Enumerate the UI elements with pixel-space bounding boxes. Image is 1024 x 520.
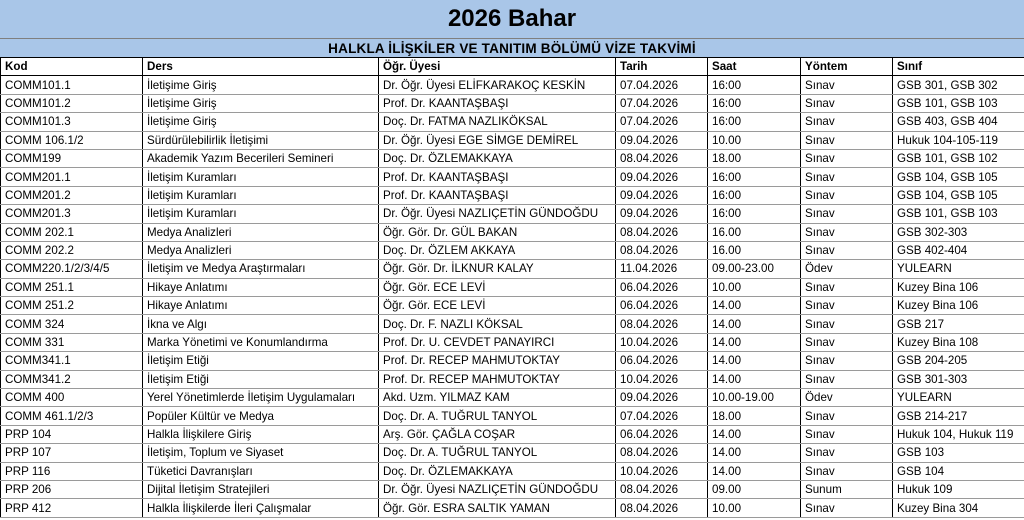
cell-code[interactable]: COMM 251.2	[1, 297, 143, 315]
cell-time[interactable]: 14.00	[708, 297, 801, 315]
cell-date[interactable]: 06.04.2026	[616, 352, 708, 370]
table-row	[1, 425, 1024, 443]
cell-instructor[interactable]: Akd. Uzm. YILMAZ KAM	[379, 389, 616, 407]
cell-method[interactable]: Sınav	[801, 149, 893, 167]
cell-instructor[interactable]: Prof. Dr. U. CEVDET PANAYIRCI	[379, 333, 616, 351]
cell-method[interactable]: Sınav	[801, 223, 893, 241]
table-row	[1, 205, 1024, 223]
cell-time[interactable]: 18.00	[708, 407, 801, 425]
cell-instructor[interactable]: Doç. Dr. ÖZLEMAKKAYA	[379, 149, 616, 167]
cell-course[interactable]: Medya Analizleri	[143, 223, 379, 241]
table-row	[1, 113, 1024, 131]
cell-time[interactable]: 09.00-23.00	[708, 260, 801, 278]
cell-course[interactable]: Halkla İlişkilerde İleri Çalışmalar	[143, 499, 379, 517]
table-row	[1, 278, 1024, 296]
cell-course[interactable]: Akademik Yazım Becerileri Semineri	[143, 149, 379, 167]
cell-instructor[interactable]: Doç. Dr. F. NAZLI KÖKSAL	[379, 315, 616, 333]
cell-method[interactable]: Sınav	[801, 278, 893, 296]
cell-date[interactable]: 09.04.2026	[616, 186, 708, 204]
cell-room[interactable]: GSB 301, GSB 302	[893, 76, 1024, 94]
cell-method[interactable]: Ödev	[801, 389, 893, 407]
cell-room[interactable]: GSB 402-404	[893, 241, 1024, 259]
cell-course[interactable]: Medya Analizleri	[143, 241, 379, 259]
cell-time[interactable]: 16:00	[708, 113, 801, 131]
table-row	[1, 462, 1024, 480]
cell-method[interactable]: Sunum	[801, 480, 893, 498]
cell-time[interactable]: 14.00	[708, 352, 801, 370]
cell-course[interactable]: İletişim Kuramları	[143, 205, 379, 223]
cell-time[interactable]: 14.00	[708, 425, 801, 443]
cell-time[interactable]: 09.00	[708, 480, 801, 498]
table-row	[1, 94, 1024, 112]
cell-date[interactable]: 08.04.2026	[616, 499, 708, 517]
page-title: 2026 Bahar	[0, 0, 1024, 39]
cell-date[interactable]: 08.04.2026	[616, 241, 708, 259]
cell-time[interactable]: 16:00	[708, 94, 801, 112]
cell-code[interactable]: COMM201.1	[1, 168, 143, 186]
cell-time[interactable]: 18.00	[708, 149, 801, 167]
table-row	[1, 315, 1024, 333]
cell-time[interactable]: 16.00	[708, 241, 801, 259]
cell-method[interactable]: Sınav	[801, 315, 893, 333]
cell-code[interactable]: COMM101.1	[1, 76, 143, 94]
table-row	[1, 352, 1024, 370]
table-row	[1, 168, 1024, 186]
cell-date[interactable]: 09.04.2026	[616, 389, 708, 407]
cell-time[interactable]: 14.00	[708, 462, 801, 480]
cell-instructor[interactable]: Prof. Dr. KAANTAŞBAŞI	[379, 94, 616, 112]
cell-method[interactable]: Sınav	[801, 444, 893, 462]
cell-room[interactable]: GSB 104	[893, 462, 1024, 480]
cell-room[interactable]: GSB 214-217	[893, 407, 1024, 425]
table-row	[1, 389, 1024, 407]
cell-instructor[interactable]: Doç. Dr. ÖZLEM AKKAYA	[379, 241, 616, 259]
cell-time[interactable]: 16:00	[708, 168, 801, 186]
cell-code[interactable]: COMM341.2	[1, 370, 143, 388]
table-row	[1, 241, 1024, 259]
cell-date[interactable]: 11.04.2026	[616, 260, 708, 278]
cell-code[interactable]: COMM 331	[1, 333, 143, 351]
cell-instructor[interactable]: Öğr. Gör. ECE LEVİ	[379, 278, 616, 296]
cell-code[interactable]: PRP 116	[1, 462, 143, 480]
cell-time[interactable]: 10.00	[708, 131, 801, 149]
cell-room[interactable]: GSB 204-205	[893, 352, 1024, 370]
cell-code[interactable]: COMM 324	[1, 315, 143, 333]
cell-code[interactable]: COMM341.1	[1, 352, 143, 370]
cell-course[interactable]: Hikaye Anlatımı	[143, 297, 379, 315]
cell-time[interactable]: 16:00	[708, 186, 801, 204]
cell-method[interactable]: Sınav	[801, 407, 893, 425]
table-row	[1, 370, 1024, 388]
cell-date[interactable]: 08.04.2026	[616, 480, 708, 498]
cell-method[interactable]: Sınav	[801, 462, 893, 480]
cell-instructor[interactable]: Arş. Gör. ÇAĞLA COŞAR	[379, 425, 616, 443]
table-row	[1, 149, 1024, 167]
cell-method[interactable]: Sınav	[801, 94, 893, 112]
cell-method[interactable]: Sınav	[801, 131, 893, 149]
cell-instructor[interactable]: Dr. Öğr. Üyesi ELİFKARAKOÇ KESKİN	[379, 76, 616, 94]
cell-time[interactable]: 14.00	[708, 370, 801, 388]
cell-course[interactable]: İletişim Kuramları	[143, 186, 379, 204]
cell-course[interactable]: İletişim Kuramları	[143, 168, 379, 186]
table-subtitle: HALKLA İLİŞKİLER VE TANITIM BÖLÜMÜ VİZE TAKVİMİ	[0, 39, 1024, 58]
cell-method[interactable]: Sınav	[801, 499, 893, 517]
cell-course[interactable]: İletişim Etiği	[143, 352, 379, 370]
cell-method[interactable]: Sınav	[801, 370, 893, 388]
cell-code[interactable]: COMM201.2	[1, 186, 143, 204]
cell-date[interactable]: 07.04.2026	[616, 407, 708, 425]
cell-method[interactable]: Sınav	[801, 241, 893, 259]
cell-date[interactable]: 10.04.2026	[616, 370, 708, 388]
cell-time[interactable]: 10.00	[708, 278, 801, 296]
cell-date[interactable]: 07.04.2026	[616, 94, 708, 112]
cell-room[interactable]: GSB 101, GSB 102	[893, 149, 1024, 167]
column-header-yontem: Yöntem	[801, 58, 893, 76]
cell-time[interactable]: 10.00	[708, 499, 801, 517]
cell-date[interactable]: 07.04.2026	[616, 76, 708, 94]
cell-course[interactable]: İletişime Giriş	[143, 94, 379, 112]
cell-method[interactable]: Sınav	[801, 186, 893, 204]
cell-room[interactable]: Kuzey Bina 304	[893, 499, 1024, 517]
cell-code[interactable]: COMM 202.1	[1, 223, 143, 241]
cell-course[interactable]: İletişime Giriş	[143, 113, 379, 131]
cell-method[interactable]: Ödev	[801, 260, 893, 278]
table-row	[1, 260, 1024, 278]
cell-method[interactable]: Sınav	[801, 352, 893, 370]
cell-code[interactable]: PRP 206	[1, 480, 143, 498]
cell-code[interactable]: COMM220.1/2/3/4/5	[1, 260, 143, 278]
cell-course[interactable]: İletişim Etiği	[143, 370, 379, 388]
cell-room[interactable]: YULEARN	[893, 260, 1024, 278]
table-row	[1, 480, 1024, 498]
cell-date[interactable]: 09.04.2026	[616, 205, 708, 223]
cell-date[interactable]: 10.04.2026	[616, 462, 708, 480]
cell-room[interactable]: GSB 101, GSB 103	[893, 205, 1024, 223]
cell-room[interactable]: YULEARN	[893, 389, 1024, 407]
cell-time[interactable]: 14.00	[708, 444, 801, 462]
cell-course[interactable]: Marka Yönetimi ve Konumlandırma	[143, 333, 379, 351]
cell-room[interactable]: GSB 103	[893, 444, 1024, 462]
cell-date[interactable]: 09.04.2026	[616, 168, 708, 186]
exam-schedule-table	[0, 58, 1024, 518]
cell-date[interactable]: 08.04.2026	[616, 149, 708, 167]
cell-date[interactable]: 08.04.2026	[616, 223, 708, 241]
cell-method[interactable]: Sınav	[801, 425, 893, 443]
cell-time[interactable]: 16:00	[708, 205, 801, 223]
cell-course[interactable]: Sürdürülebilirlik İletişimi	[143, 131, 379, 149]
cell-room[interactable]: Hukuk 104-105-119	[893, 131, 1024, 149]
header-row	[1, 58, 1024, 76]
cell-code[interactable]: COMM 251.1	[1, 278, 143, 296]
cell-room[interactable]: GSB 101, GSB 103	[893, 94, 1024, 112]
cell-instructor[interactable]: Doç. Dr. ÖZLEMAKKAYA	[379, 462, 616, 480]
cell-instructor[interactable]: Öğr. Gör. Dr. İLKNUR KALAY	[379, 260, 616, 278]
cell-date[interactable]: 06.04.2026	[616, 278, 708, 296]
cell-date[interactable]: 08.04.2026	[616, 444, 708, 462]
column-header-saat: Saat	[708, 58, 801, 76]
cell-instructor[interactable]: Öğr. Gör. ECE LEVİ	[379, 297, 616, 315]
cell-instructor[interactable]: Doç. Dr. A. TUĞRUL TANYOL	[379, 407, 616, 425]
table-row	[1, 186, 1024, 204]
cell-date[interactable]: 06.04.2026	[616, 425, 708, 443]
cell-instructor[interactable]: Öğr. Gör. Dr. GÜL BAKAN	[379, 223, 616, 241]
cell-time[interactable]: 14.00	[708, 315, 801, 333]
cell-date[interactable]: 06.04.2026	[616, 297, 708, 315]
cell-course[interactable]: Tüketici Davranışları	[143, 462, 379, 480]
column-header-kod: Kod	[1, 58, 143, 76]
cell-course[interactable]: İletişime Giriş	[143, 76, 379, 94]
cell-course[interactable]: Popüler Kültür ve Medya	[143, 407, 379, 425]
cell-code[interactable]: PRP 104	[1, 425, 143, 443]
cell-room[interactable]: GSB 403, GSB 404	[893, 113, 1024, 131]
cell-course[interactable]: Dijital İletişim Stratejileri	[143, 480, 379, 498]
table-row	[1, 407, 1024, 425]
cell-method[interactable]: Sınav	[801, 205, 893, 223]
table-row	[1, 131, 1024, 149]
table-row	[1, 297, 1024, 315]
cell-code[interactable]: COMM201.3	[1, 205, 143, 223]
cell-instructor[interactable]: Öğr. Gör. ESRA SALTIK YAMAN	[379, 499, 616, 517]
cell-instructor[interactable]: Prof. Dr. KAANTAŞBAŞI	[379, 168, 616, 186]
cell-method[interactable]: Sınav	[801, 76, 893, 94]
cell-instructor[interactable]: Dr. Öğr. Üyesi EGE SİMGE DEMİREL	[379, 131, 616, 149]
cell-instructor[interactable]: Doç. Dr. FATMA NAZLIKÖKSAL	[379, 113, 616, 131]
cell-method[interactable]: Sınav	[801, 297, 893, 315]
cell-code[interactable]: COMM 106.1/2	[1, 131, 143, 149]
table-row	[1, 333, 1024, 351]
table-row	[1, 499, 1024, 517]
cell-code[interactable]: COMM199	[1, 149, 143, 167]
table-row	[1, 76, 1024, 94]
cell-time[interactable]: 14.00	[708, 333, 801, 351]
column-header-sinif: Sınıf	[893, 58, 1024, 76]
cell-course[interactable]: Yerel Yönetimlerde İletişim Uygulamaları	[143, 389, 379, 407]
cell-instructor[interactable]: Dr. Öğr. Üyesi NAZLIÇETİN GÜNDOĞDU	[379, 205, 616, 223]
column-header-ders: Ders	[143, 58, 379, 76]
cell-time[interactable]: 10.00-19.00	[708, 389, 801, 407]
cell-date[interactable]: 10.04.2026	[616, 333, 708, 351]
cell-room[interactable]: Hukuk 109	[893, 480, 1024, 498]
cell-code[interactable]: COMM101.2	[1, 94, 143, 112]
cell-instructor[interactable]: Prof. Dr. RECEP MAHMUTOKTAY	[379, 352, 616, 370]
cell-code[interactable]: COMM 202.2	[1, 241, 143, 259]
cell-code[interactable]: COMM 461.1/2/3	[1, 407, 143, 425]
cell-course[interactable]: Halkla İlişkilere Giriş	[143, 425, 379, 443]
cell-course[interactable]: Hikaye Anlatımı	[143, 278, 379, 296]
cell-instructor[interactable]: Doç. Dr. A. TUĞRUL TANYOL	[379, 444, 616, 462]
cell-room[interactable]: GSB 217	[893, 315, 1024, 333]
cell-room[interactable]: GSB 104, GSB 105	[893, 168, 1024, 186]
cell-code[interactable]: COMM101.3	[1, 113, 143, 131]
cell-room[interactable]: GSB 301-303	[893, 370, 1024, 388]
cell-code[interactable]: COMM 400	[1, 389, 143, 407]
cell-room[interactable]: Kuzey Bina 108	[893, 333, 1024, 351]
cell-time[interactable]: 16:00	[708, 76, 801, 94]
cell-method[interactable]: Sınav	[801, 333, 893, 351]
cell-instructor[interactable]: Prof. Dr. KAANTAŞBAŞI	[379, 186, 616, 204]
cell-date[interactable]: 09.04.2026	[616, 131, 708, 149]
cell-instructor[interactable]: Dr. Öğr. Üyesi NAZLIÇETİN GÜNDOĞDU	[379, 480, 616, 498]
cell-date[interactable]: 07.04.2026	[616, 113, 708, 131]
cell-room[interactable]: Hukuk 104, Hukuk 119	[893, 425, 1024, 443]
cell-course[interactable]: İletişim, Toplum ve Siyaset	[143, 444, 379, 462]
cell-method[interactable]: Sınav	[801, 168, 893, 186]
cell-date[interactable]: 08.04.2026	[616, 315, 708, 333]
table-row	[1, 223, 1024, 241]
column-header-tarih: Tarih	[616, 58, 708, 76]
cell-room[interactable]: Kuzey Bina 106	[893, 297, 1024, 315]
cell-method[interactable]: Sınav	[801, 113, 893, 131]
cell-code[interactable]: PRP 412	[1, 499, 143, 517]
cell-course[interactable]: İkna ve Algı	[143, 315, 379, 333]
cell-course[interactable]: İletişim ve Medya Araştırmaları	[143, 260, 379, 278]
column-header-ogretim-uyesi: Öğr. Üyesi	[379, 58, 616, 76]
cell-time[interactable]: 16.00	[708, 223, 801, 241]
cell-instructor[interactable]: Prof. Dr. RECEP MAHMUTOKTAY	[379, 370, 616, 388]
cell-code[interactable]: PRP 107	[1, 444, 143, 462]
cell-room[interactable]: GSB 104, GSB 105	[893, 186, 1024, 204]
table-row	[1, 444, 1024, 462]
cell-room[interactable]: GSB 302-303	[893, 223, 1024, 241]
cell-room[interactable]: Kuzey Bina 106	[893, 278, 1024, 296]
